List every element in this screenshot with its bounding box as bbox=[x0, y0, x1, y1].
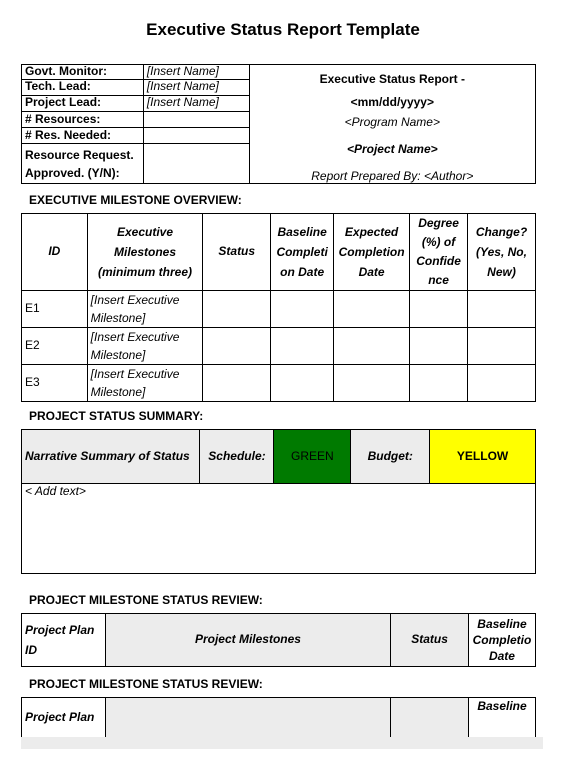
col-id-line1: ID bbox=[48, 244, 61, 259]
narrative-label: Narrative Summary of Status bbox=[22, 430, 200, 484]
resources-label: # Resources: bbox=[22, 111, 144, 127]
row-change[interactable] bbox=[468, 328, 536, 365]
status-summary-table bbox=[21, 429, 536, 574]
row-baseline[interactable] bbox=[271, 365, 334, 402]
row-milestone-line1: [Insert Executive bbox=[90, 330, 180, 344]
row-milestone-line1: [Insert Executive bbox=[90, 367, 180, 381]
col-confidence-line4: nce bbox=[428, 273, 449, 287]
col-baseline-line3: on Date bbox=[280, 265, 325, 279]
review-col-plan-id-line1: Project Plan bbox=[25, 623, 95, 637]
row-status[interactable] bbox=[203, 291, 271, 328]
row-milestone-line2: Milestone] bbox=[90, 311, 146, 325]
row-confidence[interactable] bbox=[410, 365, 468, 402]
row-baseline[interactable] bbox=[271, 291, 334, 328]
col-change-line1: Change? bbox=[475, 225, 528, 239]
review2-col-milestones bbox=[105, 698, 390, 738]
col-change-line2: (Yes, No, bbox=[476, 245, 527, 259]
program-name: <Program Name> bbox=[344, 115, 440, 130]
col-expected-line1: Expected bbox=[344, 225, 399, 239]
schedule-label: Schedule: bbox=[200, 430, 274, 484]
review-col-baseline-line1: Baseline bbox=[477, 617, 527, 631]
col-change-line3: New) bbox=[487, 265, 516, 279]
resource-request-line1: Resource Request. bbox=[25, 147, 134, 162]
row-expected[interactable] bbox=[334, 328, 410, 365]
review-col-baseline-line2: Completio bbox=[472, 633, 532, 647]
row-milestone[interactable] bbox=[87, 291, 203, 328]
report-title-cell bbox=[249, 65, 535, 96]
review2-col-plan: Project Plan bbox=[22, 698, 106, 738]
status-summary-heading: PROJECT STATUS SUMMARY: bbox=[29, 409, 204, 423]
res-needed-value[interactable] bbox=[143, 127, 249, 143]
milestone-review-table-1 bbox=[21, 613, 536, 667]
col-id-header bbox=[22, 214, 88, 291]
narrative-text-area[interactable] bbox=[22, 484, 536, 574]
project-lead-label: Project Lead: bbox=[22, 95, 144, 111]
resource-request-line2: Approved. (Y/N): bbox=[25, 165, 120, 180]
row-id: E3 bbox=[22, 365, 88, 402]
review-col-plan-id-line2: ID bbox=[25, 643, 37, 657]
govt-monitor-value[interactable]: [Insert Name] bbox=[143, 65, 249, 80]
table-row bbox=[22, 291, 536, 328]
row-id: E1 bbox=[22, 291, 88, 328]
resources-value[interactable] bbox=[143, 111, 249, 127]
prepared-by: Report Prepared By: <Author> bbox=[311, 169, 474, 184]
row-status[interactable] bbox=[203, 365, 271, 402]
row-confidence[interactable] bbox=[410, 328, 468, 365]
project-lead-value[interactable]: [Insert Name] bbox=[143, 95, 249, 111]
table-row bbox=[22, 365, 536, 402]
col-confidence-line2: (%) of bbox=[421, 235, 456, 249]
res-needed-label: # Res. Needed: bbox=[22, 127, 144, 143]
milestone-review-table-2 bbox=[21, 697, 536, 738]
report-date: <mm/dd/yyyy> bbox=[350, 95, 434, 110]
review2-col-baseline: Baseline bbox=[469, 698, 536, 738]
col-baseline-line2: Completi bbox=[276, 245, 328, 259]
review-col-milestones: Project Milestones bbox=[105, 614, 390, 667]
col-confidence-line1: Degree bbox=[418, 216, 459, 230]
col-milestones-line3: (minimum three) bbox=[97, 265, 192, 279]
milestone-overview-heading: EXECUTIVE MILESTONE OVERVIEW: bbox=[29, 193, 242, 207]
review-col-baseline-line3: Date bbox=[488, 649, 515, 663]
row-milestone[interactable] bbox=[87, 365, 203, 402]
page-fade bbox=[21, 737, 543, 749]
review2-col-status bbox=[391, 698, 469, 738]
report-info-cell bbox=[249, 95, 535, 184]
row-confidence[interactable] bbox=[410, 291, 468, 328]
col-expected-line2: Completion bbox=[338, 245, 405, 259]
project-name: <Project Name> bbox=[346, 142, 438, 157]
row-milestone[interactable] bbox=[87, 328, 203, 365]
review-col-baseline bbox=[468, 614, 535, 667]
row-milestone-line2: Milestone] bbox=[90, 348, 146, 362]
col-expected-header bbox=[334, 214, 410, 291]
page-title: Executive Status Report Template bbox=[146, 20, 420, 39]
col-milestones-line1: Executive bbox=[116, 225, 174, 239]
table-row bbox=[22, 328, 536, 365]
review-col-status: Status bbox=[391, 614, 469, 667]
col-status-line1: Status bbox=[218, 244, 256, 259]
header-table bbox=[21, 64, 536, 184]
milestone-review-heading-1: PROJECT MILESTONE STATUS REVIEW: bbox=[29, 593, 263, 607]
col-confidence-header bbox=[410, 214, 468, 291]
row-expected[interactable] bbox=[334, 291, 410, 328]
schedule-status-badge[interactable]: GREEN bbox=[274, 430, 351, 484]
col-status-header bbox=[203, 214, 271, 291]
milestone-review-heading-2: PROJECT MILESTONE STATUS REVIEW: bbox=[29, 677, 263, 691]
tech-lead-label: Tech. Lead: bbox=[22, 79, 144, 95]
row-status[interactable] bbox=[203, 328, 271, 365]
report-title-line1: Executive Status Report - bbox=[319, 72, 465, 87]
row-expected[interactable] bbox=[334, 365, 410, 402]
row-milestone-line2: Milestone] bbox=[90, 385, 146, 399]
row-id: E2 bbox=[22, 328, 88, 365]
govt-monitor-label: Govt. Monitor: bbox=[22, 65, 144, 80]
col-change-header bbox=[468, 214, 536, 291]
col-milestones-line2: Milestones bbox=[113, 245, 176, 259]
row-change[interactable] bbox=[468, 365, 536, 402]
milestone-overview-table bbox=[21, 213, 536, 402]
row-baseline[interactable] bbox=[271, 328, 334, 365]
review-col-plan-id bbox=[22, 614, 106, 667]
resource-request-label bbox=[22, 144, 144, 184]
col-milestones-header bbox=[87, 214, 203, 291]
col-baseline-line1: Baseline bbox=[277, 225, 327, 239]
col-confidence-line3: Confide bbox=[416, 254, 461, 268]
add-text-placeholder: < Add text> bbox=[25, 484, 86, 498]
budget-status-badge[interactable]: YELLOW bbox=[430, 430, 536, 484]
col-expected-line3: Date bbox=[358, 265, 385, 279]
tech-lead-value[interactable]: [Insert Name] bbox=[143, 79, 249, 95]
row-change[interactable] bbox=[468, 291, 536, 328]
row-milestone-line1: [Insert Executive bbox=[90, 293, 180, 307]
col-baseline-header bbox=[271, 214, 334, 291]
resource-request-value[interactable] bbox=[143, 144, 249, 184]
budget-label: Budget: bbox=[351, 430, 430, 484]
